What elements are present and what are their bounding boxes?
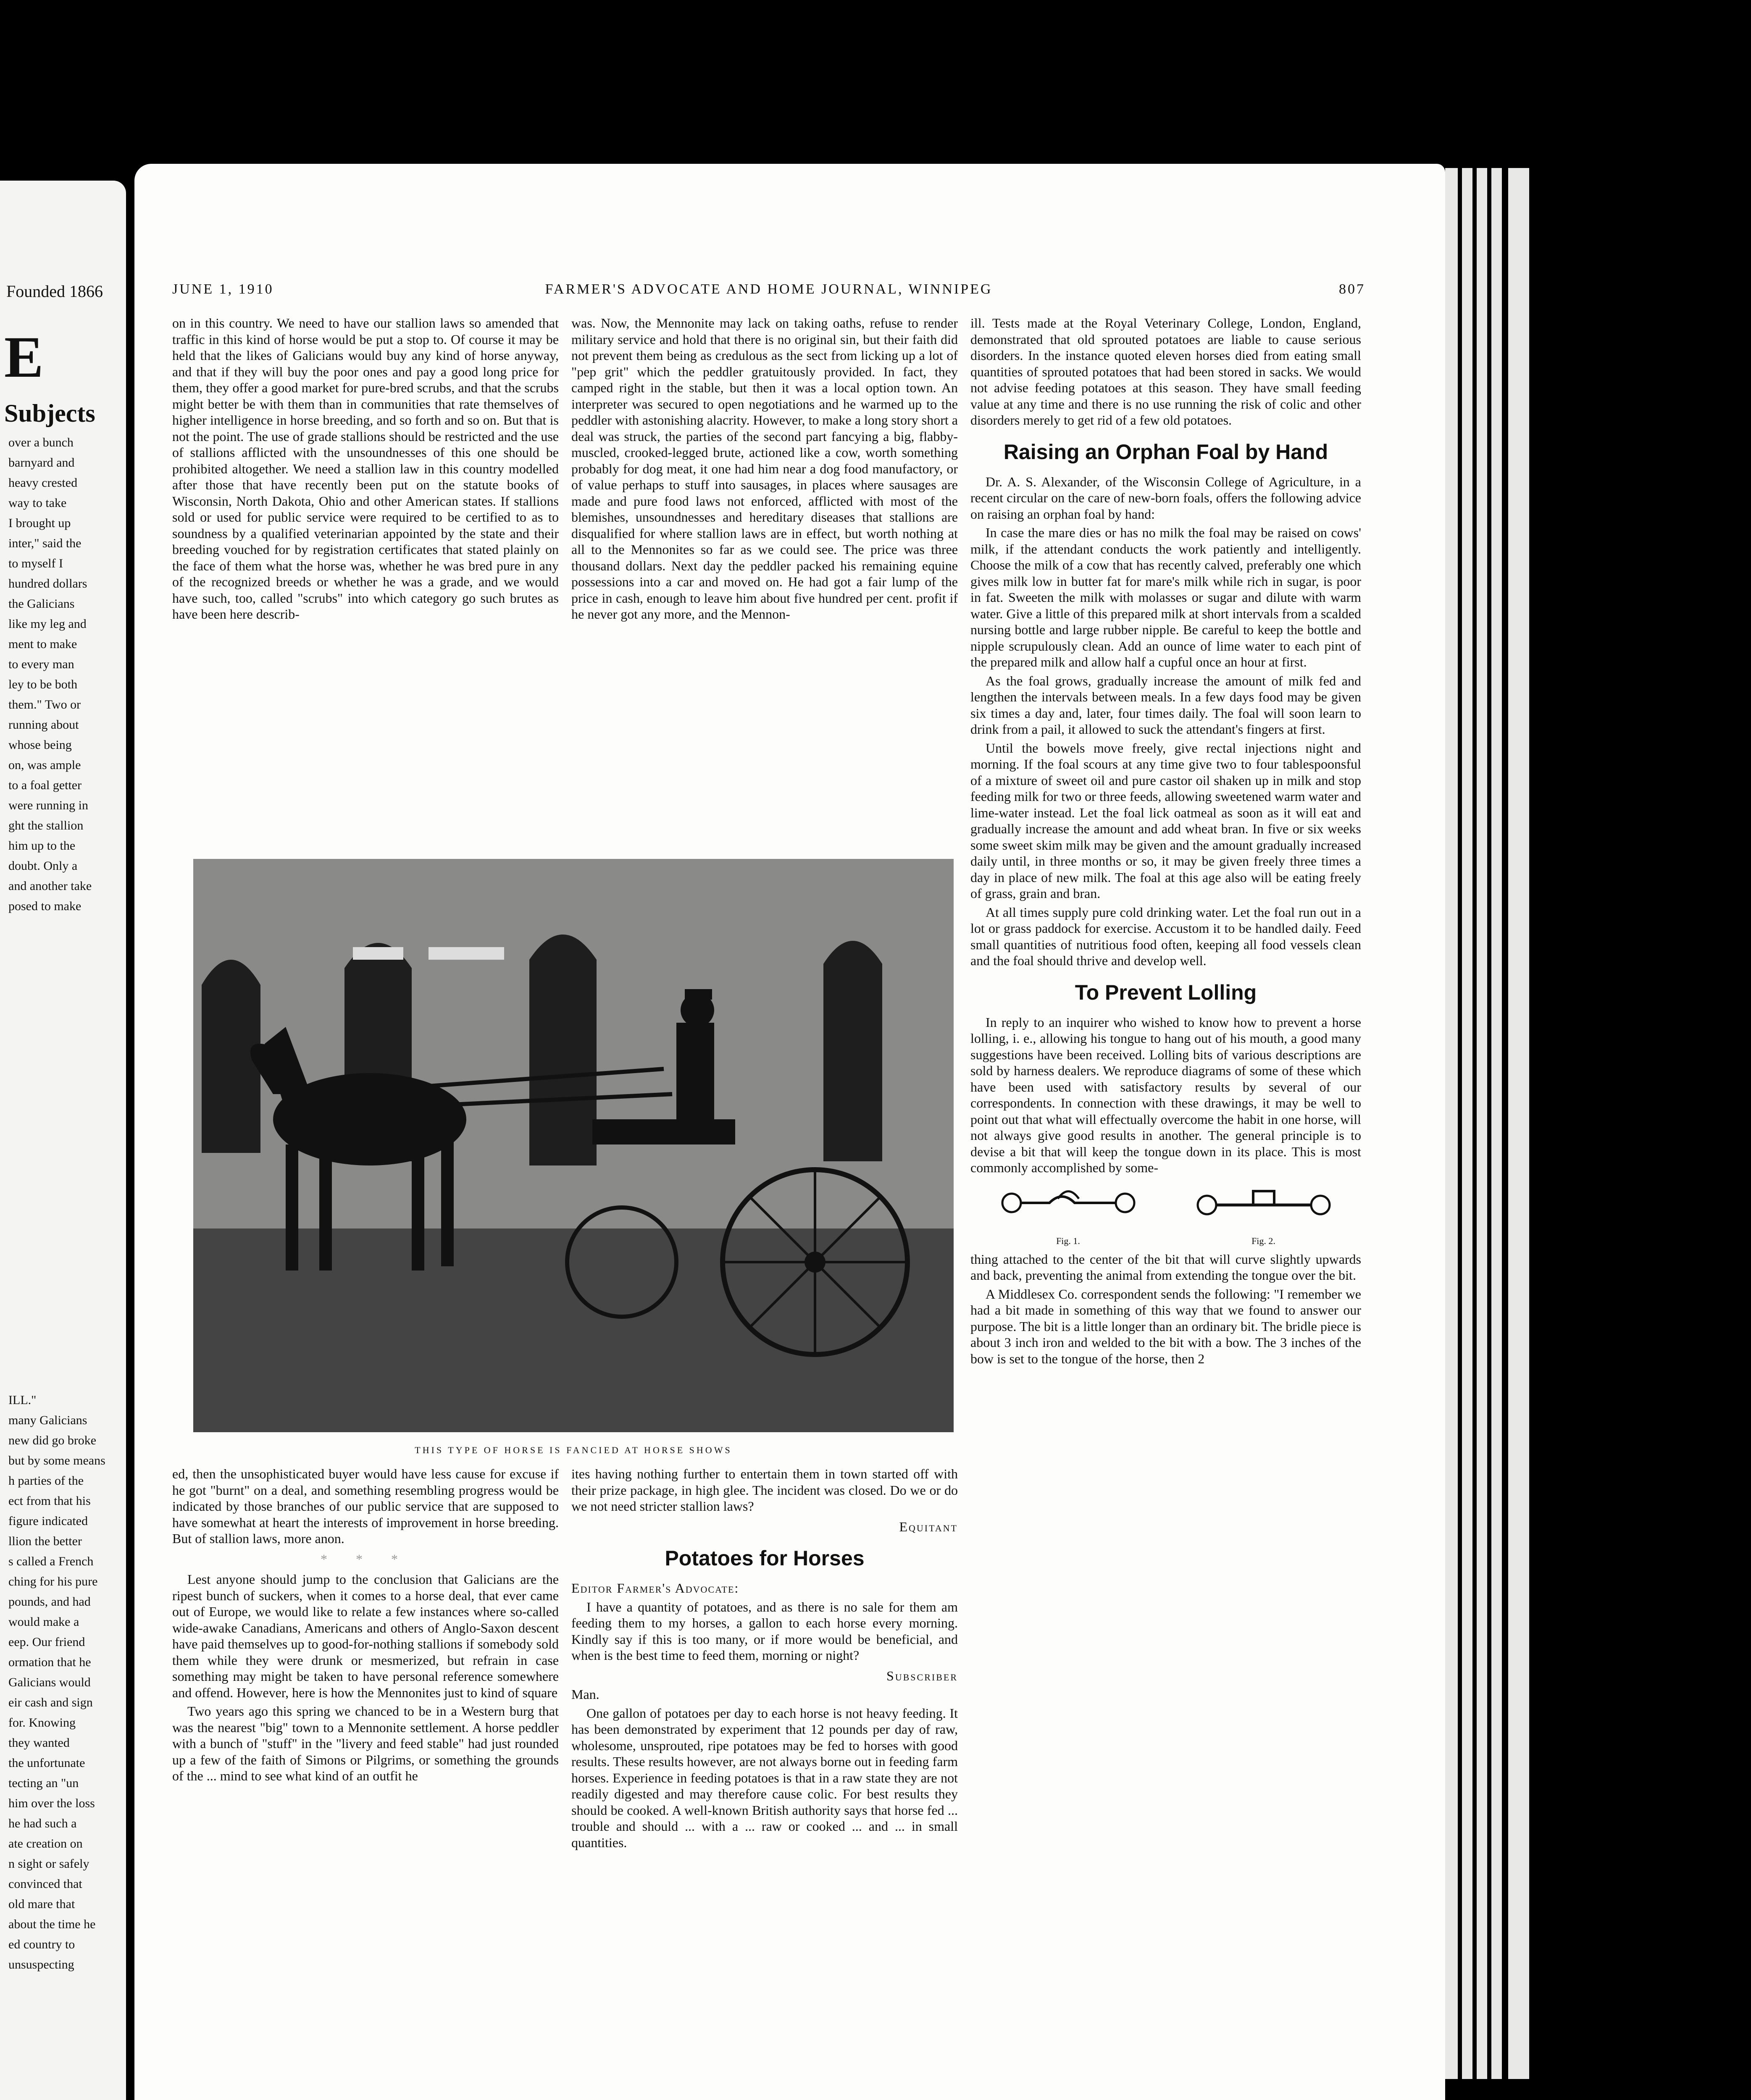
left-page-line: were running in: [8, 798, 88, 812]
left-page-line: n sight or safely: [8, 1857, 89, 1871]
column-1-bottom: [172, 1466, 559, 2100]
left-page-line: ect from that his: [8, 1494, 91, 1508]
photo-caption: THIS TYPE OF HORSE IS FANCIED AT HORSE SHOWS: [415, 1445, 732, 1455]
potatoes-heading: Potatoes for Horses: [665, 1546, 865, 1570]
page-edge: [1445, 168, 1458, 2079]
left-page-line: many Galicians: [8, 1413, 87, 1427]
left-page-line: to every man: [8, 657, 74, 671]
figure-1-label: Fig. 1.: [1056, 1236, 1080, 1246]
column-1-top: [172, 315, 559, 836]
bit-diagrams: [970, 1182, 1361, 1250]
left-page-line: doubt. Only a: [8, 859, 78, 873]
lolling-bit-diagram-1: [999, 1182, 1138, 1228]
page-edge: [1462, 168, 1472, 2079]
left-page-line: h parties of the: [8, 1474, 84, 1488]
horse-photo: [193, 859, 954, 1432]
letter-signature: Subscriber: [886, 1668, 958, 1683]
left-page-line: pounds, and had: [8, 1595, 91, 1609]
left-page-line: hundred dollars: [8, 577, 87, 591]
left-page-line: Galicians would: [8, 1675, 91, 1689]
page-number: 807: [1339, 281, 1365, 297]
article-paragraph: ill. Tests made at the Royal Veterinary College, London, England, demonstrated that old sprouted potatoes are liable to cause serious disorders. In the instance quoted eleven horses died from eating small quantities of sprouted potatoes that had been stored in sacks. We would not advise feeding potatoes at this season. They have small feeding value at any time and there is no use running the risk of colic and other disorders merely to get rid of a few old potatoes.: [970, 315, 1361, 428]
left-page-subheading: Subjects: [4, 399, 95, 427]
lolling-paragraph: thing attached to the center of the bit that will curve slightly upwards and back, preventing the animal from extending the tongue over the bit.: [970, 1251, 1361, 1283]
article-paragraph: ed, then the unsophisticated buyer would have less cause for excuse if he got "burnt" on a deal, and something resembling progress would be indicated by those branches of our public service that are supposed to have somewhat at heart the interests of improvement in horse breeding. But of stallion laws, more anon.: [172, 1466, 559, 1546]
lolling-paragraph: In reply to an inquirer who wished to know how to prevent a horse lolling, i. e., allowing his tongue to hang out of his mouth, a good many suggestions have been received. Lolling bits of various descriptions are sold by harness dealers. We reproduce diagrams of some of these which have been used with satisfactory results by several of our correspondents. In connection with these drawings, it may be well to point out that what will effectually overcome the habit in one horse, will not always give good results in another. The general principle is to devise a bit that will keep the tongue down in its place. This is most commonly accomplished by some-: [970, 1014, 1361, 1175]
article-signature: Equitant: [899, 1519, 958, 1534]
left-page-line: ate creation on: [8, 1837, 83, 1851]
page-edge: [1508, 168, 1529, 2079]
left-page-line: unsuspecting: [8, 1958, 74, 1971]
orphan-foal-heading: Raising an Orphan Foal by Hand: [1003, 440, 1328, 464]
section-separator: * * *: [321, 1551, 410, 1567]
left-page-line: whose being: [8, 738, 72, 752]
left-page-line: ley to be both: [8, 677, 78, 691]
left-page-line: the unfortunate: [8, 1756, 85, 1770]
lolling-paragraph: A Middlesex Co. correspondent sends the following: "I remember we had a bit made in something of this way that we found to answer our purpose. The bit is a little longer than an ordinary bit. The bridle piece is about 3 inch iron and welded to the bit with a bow. The 3 inches of the bow is set to the tongue of the horse, then 2: [970, 1286, 1361, 1366]
lolling-bit-diagram-2: [1194, 1182, 1333, 1228]
issue-date: JUNE 1, 1910: [172, 281, 274, 297]
column-2-bottom: [571, 1466, 958, 2100]
left-page-line: posed to make: [8, 899, 82, 913]
left-page-line: would make a: [8, 1615, 79, 1629]
left-page-line: ormation that he: [8, 1655, 91, 1669]
figure-2-label: Fig. 2.: [1251, 1236, 1275, 1246]
article-paragraph: ites having nothing further to entertain them in town started off with their prize package, in high glee. The incident was closed. Do we or do we not need stricter stallion laws?: [571, 1466, 958, 1514]
left-page-line: new did go broke: [8, 1433, 97, 1447]
left-page-line: for. Knowing: [8, 1716, 76, 1730]
column-2-top: [571, 315, 958, 836]
left-page-line: to a foal getter: [8, 778, 82, 792]
left-page-line: and another take: [8, 879, 92, 893]
orphan-foal-paragraph: In case the mare dies or has no milk the foal may be raised on cows' milk, if the attendant conducts the work patiently and intelligently. Choose the milk of a cow that has recently calved, preferably one which gives milk low in butter fat for mare's milk while rich in sugar, is poor in fat. Sweeten the milk with molasses or sugar and dilute with warm water. Give a little of this prepared milk at short intervals from a scalded nursing bottle and large rubber nipple. Be careful to keep the bottle and nipple scrupulously clean. Add an ounce of lime water to each pint of the prepared milk and allow half a cupful once an hour at first.: [970, 525, 1361, 669]
page-edge: [1491, 168, 1502, 2079]
left-page-line: ment to make: [8, 637, 77, 651]
article-paragraph: Lest anyone should jump to the conclusion that Galicians are the ripest bunch of suckers, when it comes to a horse deal, that ever came out of Europe, we would like to relate a few instances where so-called wide-awake Canadians, Americans and others of Anglo-Saxon descent have paid themselves up to good-for-nothing stallions if somebody sold them while they were drunk or mesmerized, but refrain in case something may might be taken to have personal reference somewhere and offend. However, here is how the Mennonites just to kind of square: [172, 1572, 559, 1700]
left-page-line: over a bunch: [8, 436, 74, 449]
left-page-line: way to take: [8, 496, 67, 510]
left-page-line: them." Two or: [8, 698, 81, 711]
left-page-line: eir cash and sign: [8, 1696, 93, 1709]
left-page-big-letter: E: [4, 325, 44, 390]
left-page-line: on, was ample: [8, 758, 81, 772]
publication-title: FARMER'S ADVOCATE AND HOME JOURNAL, WINNIPEG: [545, 281, 993, 297]
left-page-line: tecting an "un: [8, 1776, 79, 1790]
left-page-line: eep. Our friend: [8, 1635, 85, 1649]
left-page-line: him over the loss: [8, 1796, 95, 1810]
left-page-fragment: [0, 181, 126, 2100]
orphan-foal-paragraph: Dr. A. S. Alexander, of the Wisconsin College of Agriculture, in a recent circular on the care of new-born foals, offers the following advice on raising an orphan foal by hand:: [970, 474, 1361, 522]
letter-body: I have a quantity of potatoes, and as there is no sale for them am feeding them to my horses, a gallon to each horse every morning. Kindly say if this is too many, or if more would be beneficial, and when is the best time to feed them, morning or night?: [571, 1599, 958, 1663]
left-page-line: convinced that: [8, 1877, 82, 1891]
left-page-line: to myself I: [8, 556, 63, 570]
left-page-line: llion the better: [8, 1534, 82, 1548]
page-edge: [1477, 168, 1487, 2079]
left-page-line: about the time he: [8, 1917, 96, 1931]
answer-paragraph: One gallon of potatoes per day to each horse is not heavy feeding. It has been demonstrated by experiment that 12 pounds per day of raw, wholesome, unsprouted, ripe potatoes may be fed to horses with good results. These results however, are not always borne out in feeding farm horses. Experience in feeding potatoes is that in a raw state they are not readily digested and may therefore cause colic. For best results they should be cooked. A well-known British authority says that horse fed ... trouble and should ... with a ... raw or cooked ... and ... in small quantities.: [571, 1705, 958, 1850]
left-page-line: the Galicians: [8, 597, 75, 611]
left-page-line: they wanted: [8, 1736, 70, 1750]
lolling-heading: To Prevent Lolling: [1075, 980, 1257, 1004]
horse-and-buggy-illustration: [193, 859, 954, 1432]
left-page-line: like my leg and: [8, 617, 87, 631]
orphan-foal-paragraph: Until the bowels move freely, give rectal injections night and morning. If the foal scours at any time give two to four tablespoonsful of a mixture of sweet oil and pure castor oil shaken up in milk and stop feeding milk for two or three feeds, allowing sweetened warm water and lime-water instead. Let the foal lick oatmeal as soon as it will eat and gradually increase the amount and add wheat bran. In five or six weeks some sweet skim milk may be given and the amount gradually increased daily until, in three months or so, it may be given freely three times a day in place of new milk. The foal at this age also will be eating freely of grass, grain and bran.: [970, 740, 1361, 901]
left-page-line: s called a French: [8, 1554, 94, 1568]
left-page-line: running about: [8, 718, 79, 732]
left-page-line: barnyard and: [8, 456, 75, 470]
left-page-line: I brought up: [8, 516, 71, 530]
orphan-foal-paragraph: As the foal grows, gradually increase the amount of milk fed and lengthen the intervals between meals. In a few days food may be given six times a day and, later, four times daily. The foal will soon learn to drink from a pail, it allowed to suck the attendant's fingers at first.: [970, 673, 1361, 737]
left-page-line: but by some means: [8, 1454, 105, 1467]
newspaper-page: [134, 164, 1445, 2100]
left-page-line: inter," said the: [8, 536, 82, 550]
article-paragraph: was. Now, the Mennonite may lack on taking oaths, refuse to render military service and hold that there is no original sin, but their faith did not prevent them being as credulous as the sect from licking up a lot of "pep grit" which the peddler gratuitously provided. In fact, they camped right in the stable, but then it was a local option town. An interpreter was secured to open negotiations and he warmed up to the peddler with astonishing alacrity. However, to make a long story short a deal was struck, the parties of the second part fancying a big, flabby-muscled, crooked-legged brute, actioned like a cow, worth something probably for dog meat, it one had him near a dog food manufactory, or of value perhaps to stuff into sausages, in places where sausages are made and pure food laws not enforced, afflicted with most of the blemishes, unsoundnesses and hereditary diseases that stallions are disqualified for where stallion laws are in effect, but worth nothing at all to the Mennonites so far as we could see. The price was three thousand dollars. Next day the peddler packed his remaining equine possessions into a car and moved on. He had got a fair lump of the price in cash, enough to leave him about five hundred per cent. profit if he never got any more, and the Mennon-: [571, 315, 958, 622]
left-page-line: ed country to: [8, 1937, 75, 1951]
left-page-header: Founded 1866: [6, 282, 103, 301]
letter-place: Man.: [571, 1687, 599, 1702]
left-page-line: ching for his pure: [8, 1575, 98, 1588]
left-page-line: him up to the: [8, 839, 76, 853]
left-page-line: ILL.": [8, 1393, 37, 1407]
left-page-line: he had such a: [8, 1816, 77, 1830]
left-page-line: heavy crested: [8, 476, 78, 490]
left-page-line: old mare that: [8, 1897, 75, 1911]
article-paragraph: Two years ago this spring we chanced to be in a Western burg that was the nearest "big" town to a Mennonite settlement. A horse peddler with a bunch of "stuff" in the "livery and feed stable" had just rounded up a few of the faith of Simons or Pilgrims, or something the grounds of the ... mind to see what kind of an outfit he: [172, 1704, 559, 1783]
figure-1: [999, 1182, 1138, 1250]
column-3: [970, 315, 1361, 2100]
left-page-line: figure indicated: [8, 1514, 88, 1528]
letter-salutation: Editor Farmer's Advocate:: [571, 1580, 739, 1596]
left-page-line: ght the stallion: [8, 819, 84, 832]
orphan-foal-paragraph: At all times supply pure cold drinking water. Let the foal run out in a lot or grass paddock for exercise. Accustom it to be handled daily. Feed small quantities of nutritious food often, keeping all food vessels clean and the foal should thrive and develop well.: [970, 904, 1361, 968]
page-header: [172, 281, 1365, 307]
figure-2: [1194, 1182, 1333, 1250]
article-paragraph: on in this country. We need to have our stallion laws so amended that traffic in this kind of horse would be put a stop to. Of course it may be held that the likes of Galicians would buy any kind of horse anyway, and that if they will buy the poor ones and pay a good long price for them, they offer a good market for pure-bred scrubs, and that the scrubs might better be with them than in communities that rate themselves of higher intelligence in horse breeding, and so forth and so on. But that is not the point. The use of grade stallions should be restricted and the use of stallions afflicted with the unsoundnesses of this one should be prohibited altogether. We need a stallion law in this country modelled after those that have recently been put on the statute books of Wisconsin, North Dakota, Ohio and other American states. If stallions sold or used for public service were required to be certified to as to soundness by a qualified veterinarian appointed by the state and their breeding vouched for by registration certificates that stated plainly on the face of them what the horse was, whether he was bred pure in any of the recognized breeds or whether he was a grade, and we would have such, too, called "scrubs" into which category go such brutes as have been here describ-: [172, 315, 559, 622]
